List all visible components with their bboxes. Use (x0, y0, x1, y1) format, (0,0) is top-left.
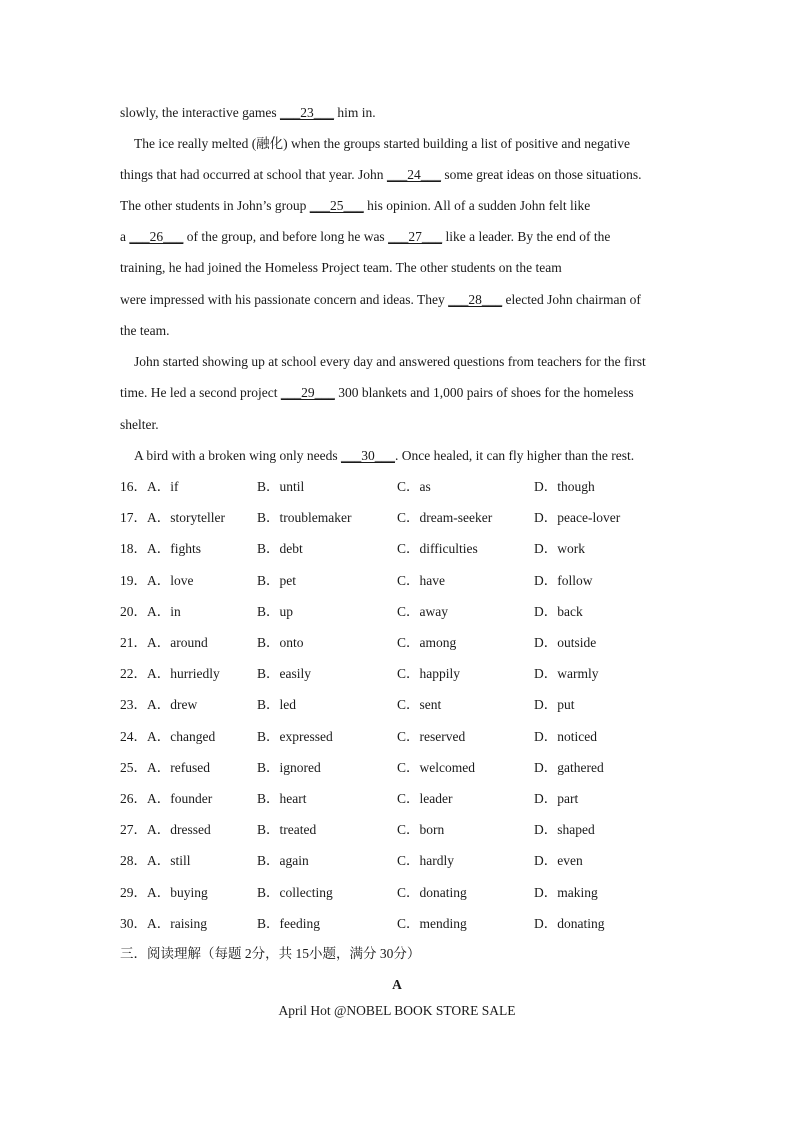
blank-27: ___27___ (388, 229, 443, 244)
option-b: B．collecting (257, 885, 333, 900)
option-a: 28．A．still (120, 853, 191, 868)
option-c: C．mending (397, 916, 467, 931)
passage-line-7: were impressed with his passionate concern and ideas. They ___28___ elected John chairman of (120, 292, 641, 307)
option-d: D．outside (534, 635, 597, 650)
blank-30: ___30___ (340, 448, 395, 463)
option-b: B．led (257, 697, 296, 712)
passage-line-4: The other students in John’s group ___25___ his opinion. All of a sudden John felt like (120, 198, 591, 213)
blank-26: ___26___ (129, 229, 184, 244)
blank-25: ___25___ (309, 198, 364, 213)
passage-line-5: a ___26___ of the group, and before long he was ___27___ like a leader. By the end of the (120, 229, 611, 244)
blank-29: ___29___ (280, 385, 335, 400)
option-b: B．expressed (257, 729, 333, 744)
option-b: B．ignored (257, 760, 321, 775)
passage-line-11: shelter. (120, 417, 159, 432)
option-a: 23．A．drew (120, 697, 198, 712)
option-d: D．part (534, 791, 579, 806)
option-c: C．difficulties (397, 541, 478, 556)
option-d: D．warmly (534, 666, 599, 681)
blank-24: ___24___ (386, 167, 441, 182)
option-d: D．work (534, 541, 585, 556)
option-c: C．dream-seeker (397, 510, 493, 525)
blank-28: ___28___ (448, 292, 503, 307)
option-c: C．have (397, 573, 445, 588)
option-b: B．debt (257, 541, 303, 556)
option-b: B．troublemaker (257, 510, 352, 525)
option-b: B．feeding (257, 916, 320, 931)
blank-23: ___23___ (279, 105, 334, 120)
option-b: B．again (257, 853, 309, 868)
option-a: 17．A．storyteller (120, 510, 225, 525)
option-c: C．as (397, 479, 431, 494)
passage-line-10: time. He led a second project ___29___ 300 blankets and 1,000 pairs of shoes for the homeless (120, 385, 634, 400)
option-c: C．among (397, 635, 457, 650)
option-a: 26．A．founder (120, 791, 213, 806)
passage-line-6: training, he had joined the Homeless Project team. The other students on the team (120, 260, 562, 275)
option-a: 18．A．fights (120, 541, 201, 556)
option-d: D．though (534, 479, 595, 494)
option-c: C．leader (397, 791, 453, 806)
option-d: D．peace-lover (534, 510, 621, 525)
part-label: A (392, 977, 402, 992)
option-a: 24．A．changed (120, 729, 216, 744)
option-a: 25．A．refused (120, 760, 210, 775)
option-a: 20．A．in (120, 604, 181, 619)
option-c: C．reserved (397, 729, 466, 744)
option-c: C．donating (397, 885, 467, 900)
option-a: 29．A．buying (120, 885, 208, 900)
passage-line-9: John started showing up at school every day and answered questions from teachers for the first (134, 354, 646, 369)
passage-line-1: slowly, the interactive games ___23___ him in. (120, 105, 376, 120)
option-a: 21．A．around (120, 635, 208, 650)
option-a: 27．A．dressed (120, 822, 211, 837)
option-c: C．welcomed (397, 760, 475, 775)
option-d: D．donating (534, 916, 605, 931)
option-d: D．noticed (534, 729, 597, 744)
option-d: D．making (534, 885, 598, 900)
passage-line-2: The ice really melted (融化) when the groups started building a list of positive and negative (134, 136, 630, 151)
passage-title: April Hot @NOBEL BOOK STORE SALE (278, 1003, 516, 1018)
option-b: B．treated (257, 822, 317, 837)
option-d: D．put (534, 697, 575, 712)
option-d: D．shaped (534, 822, 595, 837)
option-c: C．happily (397, 666, 460, 681)
option-c: C．hardly (397, 853, 454, 868)
section-heading: 三．阅读理解（每题 2分，共 15小题，满分 30分） (120, 946, 421, 961)
option-a: 16．A．if (120, 479, 179, 494)
option-a: 30．A．raising (120, 916, 207, 931)
option-d: D．back (534, 604, 583, 619)
option-c: C．born (397, 822, 445, 837)
option-b: B．pet (257, 573, 296, 588)
option-b: B．up (257, 604, 294, 619)
option-b: B．easily (257, 666, 311, 681)
option-d: D．gathered (534, 760, 604, 775)
option-b: B．heart (257, 791, 307, 806)
passage-line-12: A bird with a broken wing only needs ___30___. Once healed, it can fly higher than the rest. (134, 448, 635, 463)
option-a: 19．A．love (120, 573, 194, 588)
option-c: C．sent (397, 697, 442, 712)
option-d: D．follow (534, 573, 593, 588)
option-a: 22．A．hurriedly (120, 666, 220, 681)
option-b: B．onto (257, 635, 304, 650)
passage-line-3: things that had occurred at school that year. John ___24___ some great ideas on those situations. (120, 167, 642, 182)
option-b: B．until (257, 479, 305, 494)
option-c: C．away (397, 604, 448, 619)
passage-line-8: the team. (120, 323, 170, 338)
option-d: D．even (534, 853, 583, 868)
